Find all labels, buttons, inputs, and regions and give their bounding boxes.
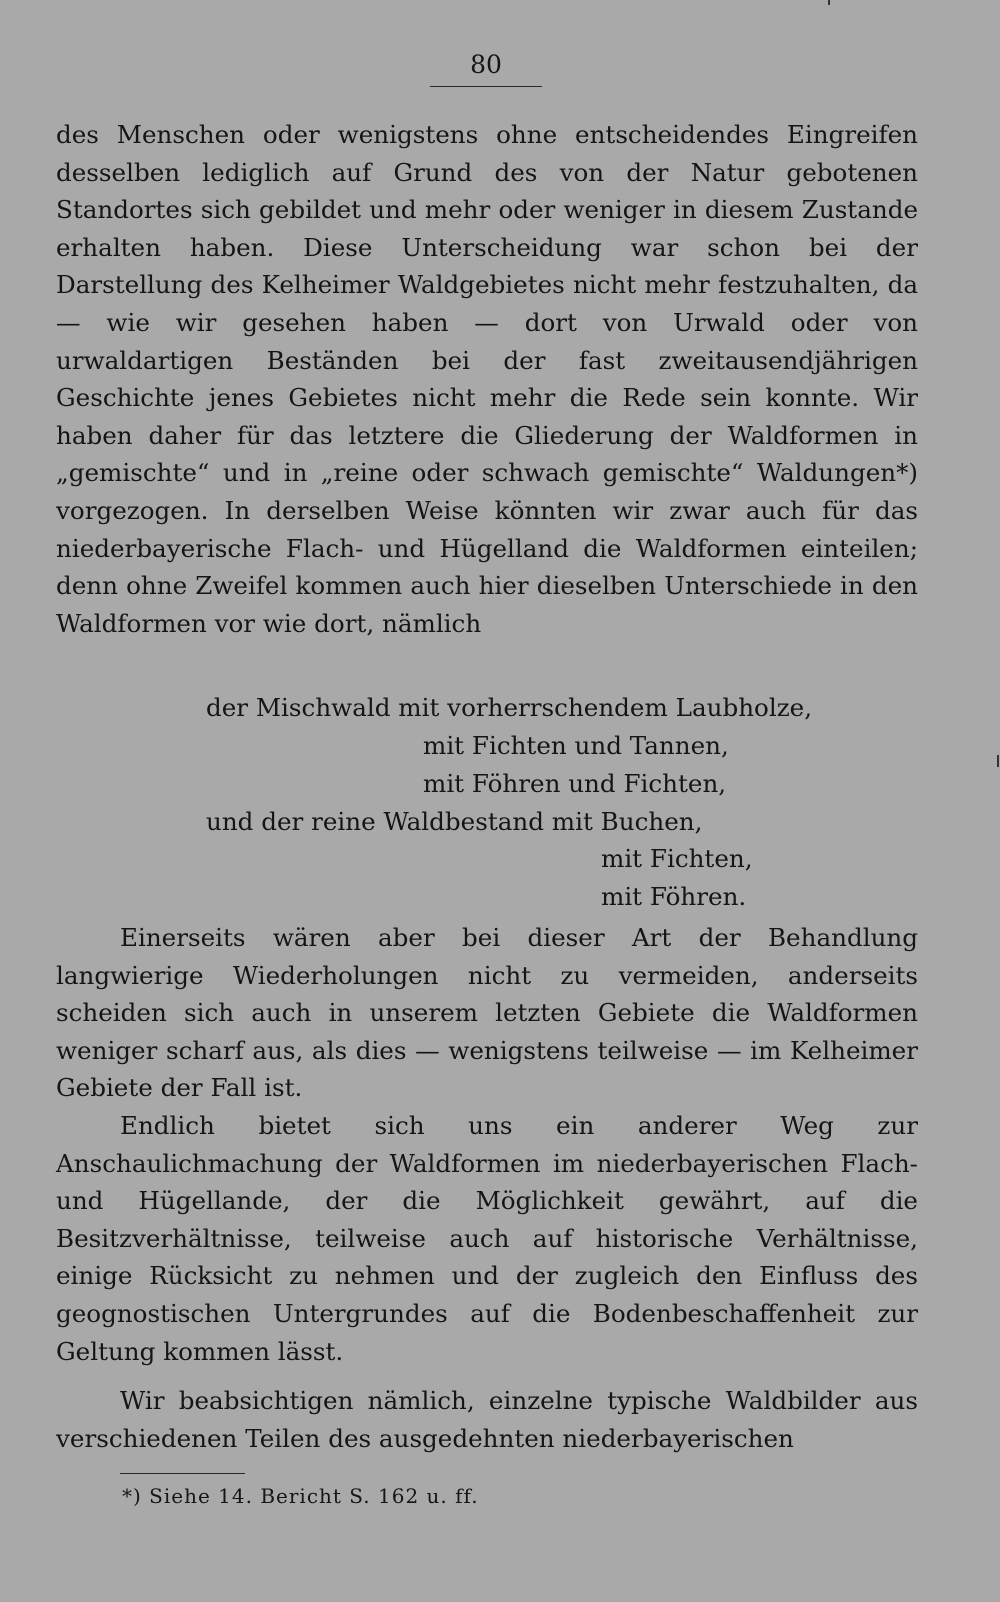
page-number-rule <box>430 86 542 87</box>
footnote: *) Siehe 14. Bericht S. 162 u. ff. <box>122 1484 479 1508</box>
forest-list-line-5: mit Fichten, <box>601 844 753 873</box>
forest-list-line-2: mit Fichten und Tannen, <box>423 731 729 760</box>
paragraph-2: Einerseits wären aber bei dieser Art der Behandlung langwierige Wiederholungen nicht zu vermeiden, anderseits scheiden sich auch in unserem letzten Gebiete die Waldformen weniger scharf aus, als dies — wenigstens teilweise — im Kelheimer Gebiete der Fall ist. <box>56 923 918 1103</box>
page-number: 80 <box>470 50 502 79</box>
paragraph-3: Endlich bietet sich uns ein anderer Weg zur Anschaulichmachung der Waldformen im niederbayerischen Flach- und Hügellande, der die Möglichkeit gewährt, auf die Besitzverhältnisse, teilweise auch auf historische Verhältnisse, einige Rücksicht zu nehmen und der zugleich den Einfluss des geognostischen Untergrundes auf die Bodenbeschaffenheit zur Geltung kommen lässt. <box>56 1111 918 1366</box>
footnote-rule <box>120 1473 245 1474</box>
forest-list-line-3: mit Föhren und Fichten, <box>423 769 727 798</box>
edge-mark-right <box>997 755 999 767</box>
forest-list-line-1: der Mischwald mit vorherrschendem Laubholze, <box>206 693 813 722</box>
paragraph-1: des Menschen oder wenigstens ohne entscheidendes Eingreifen desselben lediglich auf Grund des von der Natur gebotenen Standortes sich gebildet und mehr oder weniger in diesem Zustande erhalten haben. Diese Unterscheidung war schon bei der Darstellung des Kelheimer Waldgebietes nicht mehr festzuhalten, da — wie wir gesehen haben — dort von Urwald oder von urwaldartigen Beständen bei der fast zweitausendjährigen Geschichte jenes Gebietes nicht mehr die Rede sein konnte. Wir haben daher für das letztere die Gliederung der Waldformen in „gemischte“ und in „reine oder schwach gemischte“ Waldungen*) vorgezogen. In derselben Weise könnten wir zwar auch für das niederbayerische Flach- und Hügelland die Waldformen einteilen; denn ohne Zweifel kommen auch hier dieselben Unterschiede in den Waldformen vor wie dort, nämlich <box>56 120 918 638</box>
edge-mark-top <box>828 0 830 5</box>
forest-list-line-6: mit Föhren. <box>601 882 747 911</box>
forest-list-line-4: und der reine Waldbestand mit Buchen, <box>206 807 703 836</box>
paragraph-4: Wir beabsichtigen nämlich, einzelne typische Waldbilder aus verschiedenen Teilen des ausgedehnten niederbayerischen <box>56 1386 918 1453</box>
